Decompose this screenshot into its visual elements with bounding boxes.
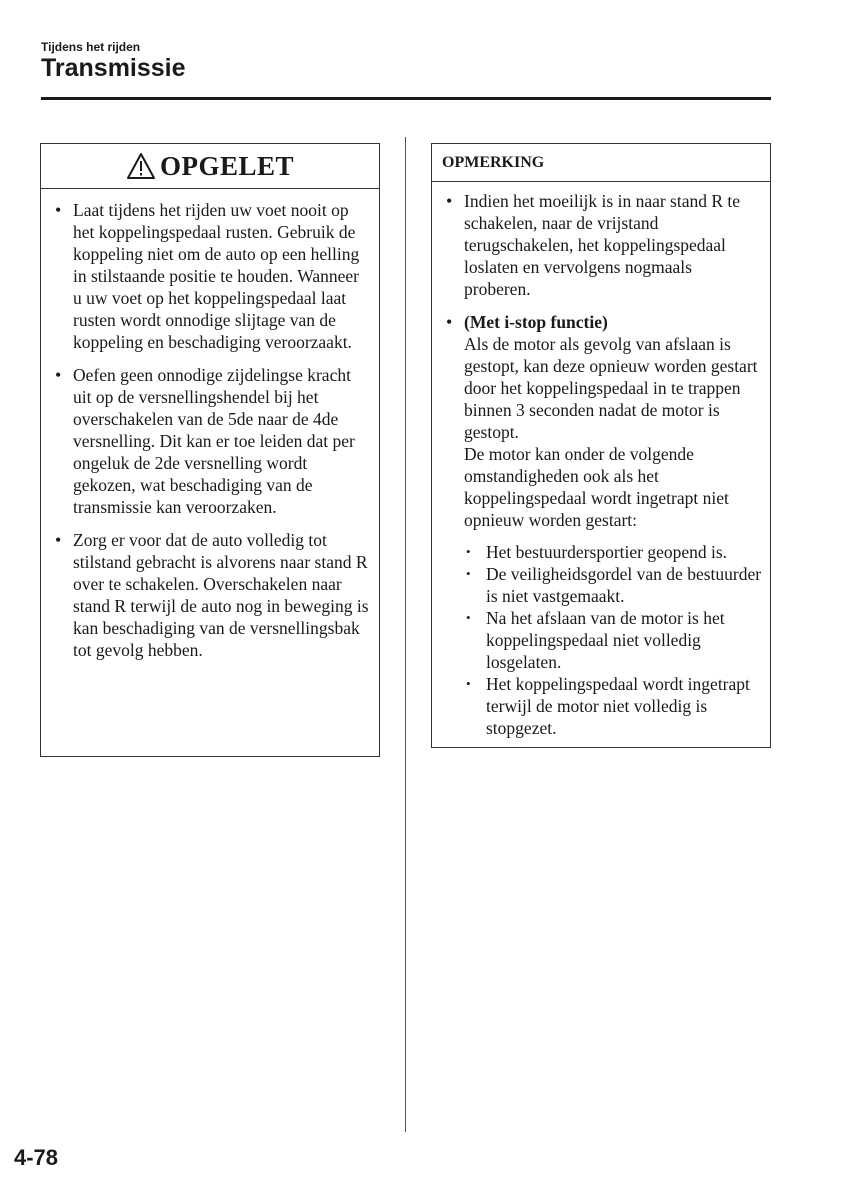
note-item-text: De motor kan onder de volgende omstandigheden ook als het koppelingspedaal wordt ingetrapt niet opnieuw worden gestart: [464, 444, 729, 530]
warning-triangle-icon [126, 152, 156, 180]
caution-title: OPGELET [159, 150, 295, 181]
caution-item: • Laat tijdens het rijden uw voet nooit op het koppelingspedaal rusten. Gebruik de koppeling niet om de auto op een helling in stilstaande positie te houden. Wanneer u uw voet op het koppelingspedaal laat rusten wordt onnodige slijtage van de koppeling en beschadiging veroorzaakt. [55, 199, 369, 353]
note-item: • Indien het moeilijk is in naar stand R te schakelen, naar de vrijstand terugschakelen, het koppelingspedaal loslaten en vervolgens nogmaals proberen. [446, 190, 762, 300]
header-rule [41, 97, 771, 100]
note-sub-list [464, 541, 762, 739]
note-item-istop [446, 311, 762, 739]
caution-box [40, 143, 380, 757]
note-box [431, 143, 771, 748]
note-item-text: Als de motor als gevolg van afslaan is gestopt, kan deze opnieuw worden gestart door het koppelingspedaal in te trappen binnen 3 seconden nadat de motor is gestopt. [464, 334, 758, 442]
note-list [432, 182, 770, 739]
note-header [432, 144, 770, 182]
note-sub-item: • Na het afslaan van de motor is het koppelingspedaal niet volledig losgelaten. [464, 607, 762, 673]
note-item-heading: • (Met i-stop functie) [464, 312, 608, 332]
note-sub-item: • Het bestuurdersportier geopend is. [464, 541, 762, 563]
page-title: Transmissie [41, 54, 186, 82]
page-number: 4-78 [14, 1145, 59, 1170]
caution-item: • Oefen geen onnodige zijdelingse kracht uit op de versnellingshendel bij het overschakelen van de 5de naar de 4de versnelling. Dit kan er toe leiden dat per ongeluk de 2de versnelling wordt gekozen, wat beschadiging van de transmissie kan veroorzaken. [55, 364, 369, 518]
column-divider [405, 137, 406, 1132]
caution-header [41, 144, 379, 189]
section-label: Tijdens het rijden [41, 40, 141, 54]
note-title: OPMERKING [442, 153, 545, 171]
note-sub-item: • Het koppelingspedaal wordt ingetrapt terwijl de motor niet volledig is stopgezet. [464, 673, 762, 739]
caution-list [41, 189, 379, 661]
caution-item: • Zorg er voor dat de auto volledig tot stilstand gebracht is alvorens naar stand R over te schakelen. Overschakelen naar stand R terwijl de auto nog in beweging is kan beschadiging van de versnellingsbak tot gevolg hebben. [55, 529, 369, 661]
note-sub-item: • De veiligheidsgordel van de bestuurder is niet vastgemaakt. [464, 563, 762, 607]
